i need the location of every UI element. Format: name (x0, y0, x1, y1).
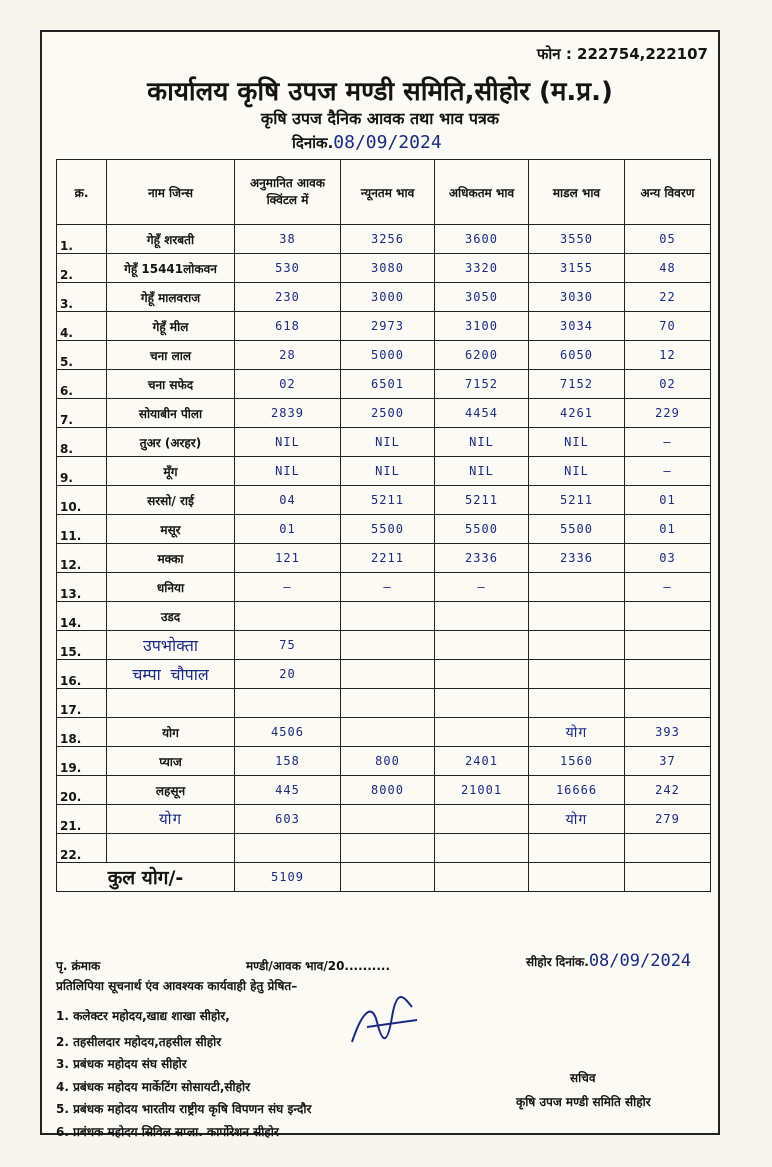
row-commodity: उडद (107, 602, 235, 631)
table-row (57, 399, 711, 428)
row-serial: 12. (57, 544, 107, 573)
col-commodity: नाम जिन्स (107, 160, 235, 225)
row-other (625, 660, 711, 689)
row-other: 02 (625, 370, 711, 399)
row-other (625, 631, 711, 660)
row-commodity (107, 834, 235, 863)
row-serial: 9. (57, 457, 107, 486)
total-empty-cell (341, 863, 435, 892)
recipient-item: 1. कलेक्टर महोदय,खाद्य शाखा सीहोर, (56, 1009, 230, 1023)
reference-date-value: 08/09/2024 (588, 951, 692, 971)
reference-label: पृ. क्रंमाक (56, 959, 101, 973)
row-serial: 4. (57, 312, 107, 341)
row-min-price: 3080 (341, 254, 435, 283)
row-model-price: 1560 (529, 747, 625, 776)
recipient-item: 6. प्रबंधक महोदय सिविल सप्ला. कार्पोरेशन सीहोर (56, 1125, 279, 1139)
row-commodity: लहसून (107, 776, 235, 805)
row-commodity: सोयाबीन पीला (107, 399, 235, 428)
row-max-price (435, 834, 529, 863)
row-min-price: 5211 (341, 486, 435, 515)
row-arrival: NIL (235, 428, 341, 457)
row-min-price: 8000 (341, 776, 435, 805)
total-row (57, 863, 711, 892)
row-serial: 11. (57, 515, 107, 544)
row-arrival: 603 (235, 805, 341, 834)
row-min-price: 5000 (341, 341, 435, 370)
row-min-price (341, 689, 435, 718)
row-arrival: 121 (235, 544, 341, 573)
recipient-item: 5. प्रबंधक महोदय भारतीय राष्ट्रीय कृषि विपणन संघ इन्दौर (56, 1102, 312, 1116)
table-row (57, 718, 711, 747)
row-arrival: 530 (235, 254, 341, 283)
signature-image (342, 992, 422, 1052)
table-row (57, 660, 711, 689)
row-min-price: NIL (341, 428, 435, 457)
row-min-price (341, 602, 435, 631)
row-max-price: 6200 (435, 341, 529, 370)
row-min-price: 800 (341, 747, 435, 776)
row-min-price: 2973 (341, 312, 435, 341)
table-row (57, 747, 711, 776)
table-row (57, 834, 711, 863)
row-min-price: 5500 (341, 515, 435, 544)
table-row (57, 312, 711, 341)
table-row (57, 689, 711, 718)
col-max-price: अधिकतम भाव (435, 160, 529, 225)
row-model-price: 5500 (529, 515, 625, 544)
row-max-price: 3600 (435, 225, 529, 254)
table-row (57, 573, 711, 602)
row-min-price (341, 660, 435, 689)
row-commodity: मूँग (107, 457, 235, 486)
row-serial: 5. (57, 341, 107, 370)
table-header-row (57, 160, 711, 225)
reference-date (526, 951, 691, 971)
row-min-price: 2211 (341, 544, 435, 573)
table-row (57, 486, 711, 515)
row-min-price: NIL (341, 457, 435, 486)
row-other: 37 (625, 747, 711, 776)
row-min-price (341, 834, 435, 863)
row-other: 279 (625, 805, 711, 834)
row-model-price (529, 573, 625, 602)
row-max-price: 2336 (435, 544, 529, 573)
row-max-price: 21001 (435, 776, 529, 805)
row-arrival: 38 (235, 225, 341, 254)
row-serial: 2. (57, 254, 107, 283)
row-max-price (435, 689, 529, 718)
date-label: दिनांक. (292, 134, 334, 152)
recipient-item: 2. तहसीलदार महोदय,तहसील सीहोर (56, 1035, 222, 1049)
row-max-price: 7152 (435, 370, 529, 399)
row-commodity: गेहूँ मालवराज (107, 283, 235, 312)
row-commodity: गेहूँ शरबती (107, 225, 235, 254)
total-empty-cell (435, 863, 529, 892)
row-commodity: धनिया (107, 573, 235, 602)
row-arrival: 445 (235, 776, 341, 805)
row-other: 05 (625, 225, 711, 254)
document-page (40, 30, 720, 1139)
committee-label: कृषि उपज मण्डी समिति सीहोर (516, 1095, 651, 1109)
row-max-price: 3100 (435, 312, 529, 341)
row-commodity: मक्का (107, 544, 235, 573)
row-serial: 18. (57, 718, 107, 747)
row-other: 01 (625, 486, 711, 515)
recipient-item: 3. प्रबंधक महोदय संघ सीहोर (56, 1057, 187, 1071)
row-serial: 14. (57, 602, 107, 631)
col-model-price: माडल भाव (529, 160, 625, 225)
reference-number: मण्डी/आवक भाव/20.......... (246, 959, 391, 973)
row-arrival: NIL (235, 457, 341, 486)
row-model-price: 3030 (529, 283, 625, 312)
row-commodity: चना सफेद (107, 370, 235, 399)
row-model-price: 6050 (529, 341, 625, 370)
forward-text: प्रतिलिपिया सूचनार्थ एंव आवश्यक कार्यवाही हेतु प्रेषित– (56, 979, 298, 993)
row-model-price: 16666 (529, 776, 625, 805)
table-row (57, 254, 711, 283)
row-model-price: योग (529, 805, 625, 834)
row-min-price (341, 631, 435, 660)
row-commodity: तुअर (अरहर) (107, 428, 235, 457)
row-model-price (529, 834, 625, 863)
row-arrival: 4506 (235, 718, 341, 747)
row-min-price: — (341, 573, 435, 602)
row-other: — (625, 457, 711, 486)
phone-number: फोन : 222754,222107 (536, 45, 708, 63)
row-other: 12 (625, 341, 711, 370)
row-arrival: 158 (235, 747, 341, 776)
table-row (57, 544, 711, 573)
row-arrival (235, 689, 341, 718)
row-max-price: 3050 (435, 283, 529, 312)
row-commodity: योग (107, 718, 235, 747)
table-row (57, 631, 711, 660)
row-serial: 3. (57, 283, 107, 312)
row-other (625, 602, 711, 631)
row-serial: 15. (57, 631, 107, 660)
row-other: 22 (625, 283, 711, 312)
row-model-price: NIL (529, 428, 625, 457)
row-other: 229 (625, 399, 711, 428)
row-serial: 1. (57, 225, 107, 254)
row-other: 393 (625, 718, 711, 747)
row-model-price: 3034 (529, 312, 625, 341)
handwritten-commodity: उपभोक्ता (142, 636, 199, 655)
row-model-price (529, 631, 625, 660)
arrival-price-table (56, 159, 711, 892)
table-row (57, 805, 711, 834)
row-max-price (435, 805, 529, 834)
row-other (625, 834, 711, 863)
row-arrival: 28 (235, 341, 341, 370)
table-row (57, 515, 711, 544)
row-model-price: 2336 (529, 544, 625, 573)
row-serial: 20. (57, 776, 107, 805)
row-other: 01 (625, 515, 711, 544)
table-row (57, 283, 711, 312)
row-other: — (625, 428, 711, 457)
handwritten-commodity: चम्पा चौपाल (132, 665, 209, 684)
row-model-price: योग (529, 718, 625, 747)
col-other: अन्य विवरण (625, 160, 711, 225)
row-commodity: चना लाल (107, 341, 235, 370)
row-max-price (435, 718, 529, 747)
row-model-price: 7152 (529, 370, 625, 399)
recipient-item: 4. प्रबंधक महोदय मार्केटिंग सोसायटी,सीहोर (56, 1080, 251, 1094)
table-row (57, 370, 711, 399)
row-max-price: NIL (435, 428, 529, 457)
row-serial: 6. (57, 370, 107, 399)
row-model-price: NIL (529, 457, 625, 486)
row-model-price: 3550 (529, 225, 625, 254)
row-model-price (529, 689, 625, 718)
row-commodity: गेहूँ 15441लोकवन (107, 254, 235, 283)
row-max-price: 3320 (435, 254, 529, 283)
date-value: 08/09/2024 (333, 132, 442, 153)
table-row (57, 776, 711, 805)
row-arrival: 618 (235, 312, 341, 341)
row-serial: 17. (57, 689, 107, 718)
row-other: — (625, 573, 711, 602)
table-row (57, 341, 711, 370)
row-min-price: 2500 (341, 399, 435, 428)
row-min-price (341, 718, 435, 747)
row-max-price: 5211 (435, 486, 529, 515)
row-serial: 16. (57, 660, 107, 689)
total-empty-cell (625, 863, 711, 892)
row-max-price: 2401 (435, 747, 529, 776)
row-commodity: मसूर (107, 515, 235, 544)
row-other: 242 (625, 776, 711, 805)
row-other: 70 (625, 312, 711, 341)
row-min-price: 6501 (341, 370, 435, 399)
row-commodity (107, 631, 235, 660)
total-empty-cell (529, 863, 625, 892)
document-subtitle: कृषि उपज दैनिक आवक तथा भाव पत्रक (260, 109, 500, 128)
row-serial: 10. (57, 486, 107, 515)
row-model-price: 5211 (529, 486, 625, 515)
row-serial: 8. (57, 428, 107, 457)
row-max-price (435, 602, 529, 631)
row-max-price: — (435, 573, 529, 602)
row-commodity (107, 689, 235, 718)
row-other: 03 (625, 544, 711, 573)
row-serial: 21. (57, 805, 107, 834)
row-arrival: 2839 (235, 399, 341, 428)
row-serial: 19. (57, 747, 107, 776)
row-max-price (435, 660, 529, 689)
row-min-price: 3000 (341, 283, 435, 312)
row-arrival: 02 (235, 370, 341, 399)
table-row (57, 225, 711, 254)
table-row (57, 428, 711, 457)
total-value: 5109 (235, 863, 341, 892)
row-serial: 22. (57, 834, 107, 863)
row-serial: 13. (57, 573, 107, 602)
row-arrival: 230 (235, 283, 341, 312)
row-max-price: NIL (435, 457, 529, 486)
col-arrival: अनुमानित आवक क्विंटल में (235, 160, 341, 225)
total-label: कुल योग/- (57, 863, 235, 892)
date-line (292, 132, 442, 153)
row-max-price (435, 631, 529, 660)
row-model-price: 4261 (529, 399, 625, 428)
reference-date-label: सीहोर दिनांक. (526, 955, 589, 969)
row-model-price: 3155 (529, 254, 625, 283)
row-arrival (235, 834, 341, 863)
row-serial: 7. (57, 399, 107, 428)
row-commodity: गेहूँ मील (107, 312, 235, 341)
office-title: कार्यालय कृषि उपज मण्डी समिति,सीहोर (म.प्र.) (147, 77, 613, 107)
row-min-price (341, 805, 435, 834)
row-arrival: 20 (235, 660, 341, 689)
row-commodity: योग (107, 805, 235, 834)
row-model-price (529, 602, 625, 631)
row-arrival: 01 (235, 515, 341, 544)
row-arrival: 75 (235, 631, 341, 660)
row-arrival: 04 (235, 486, 341, 515)
table-row (57, 457, 711, 486)
row-model-price (529, 660, 625, 689)
row-other: 48 (625, 254, 711, 283)
row-max-price: 4454 (435, 399, 529, 428)
row-min-price: 3256 (341, 225, 435, 254)
table-row (57, 602, 711, 631)
secretary-label: सचिव (570, 1071, 596, 1085)
row-commodity: प्याज (107, 747, 235, 776)
row-commodity: सरसो/ राई (107, 486, 235, 515)
col-serial: क्र. (57, 160, 107, 225)
row-other (625, 689, 711, 718)
row-commodity (107, 660, 235, 689)
row-arrival (235, 602, 341, 631)
row-max-price: 5500 (435, 515, 529, 544)
row-arrival: — (235, 573, 341, 602)
col-min-price: न्यूनतम भाव (341, 160, 435, 225)
